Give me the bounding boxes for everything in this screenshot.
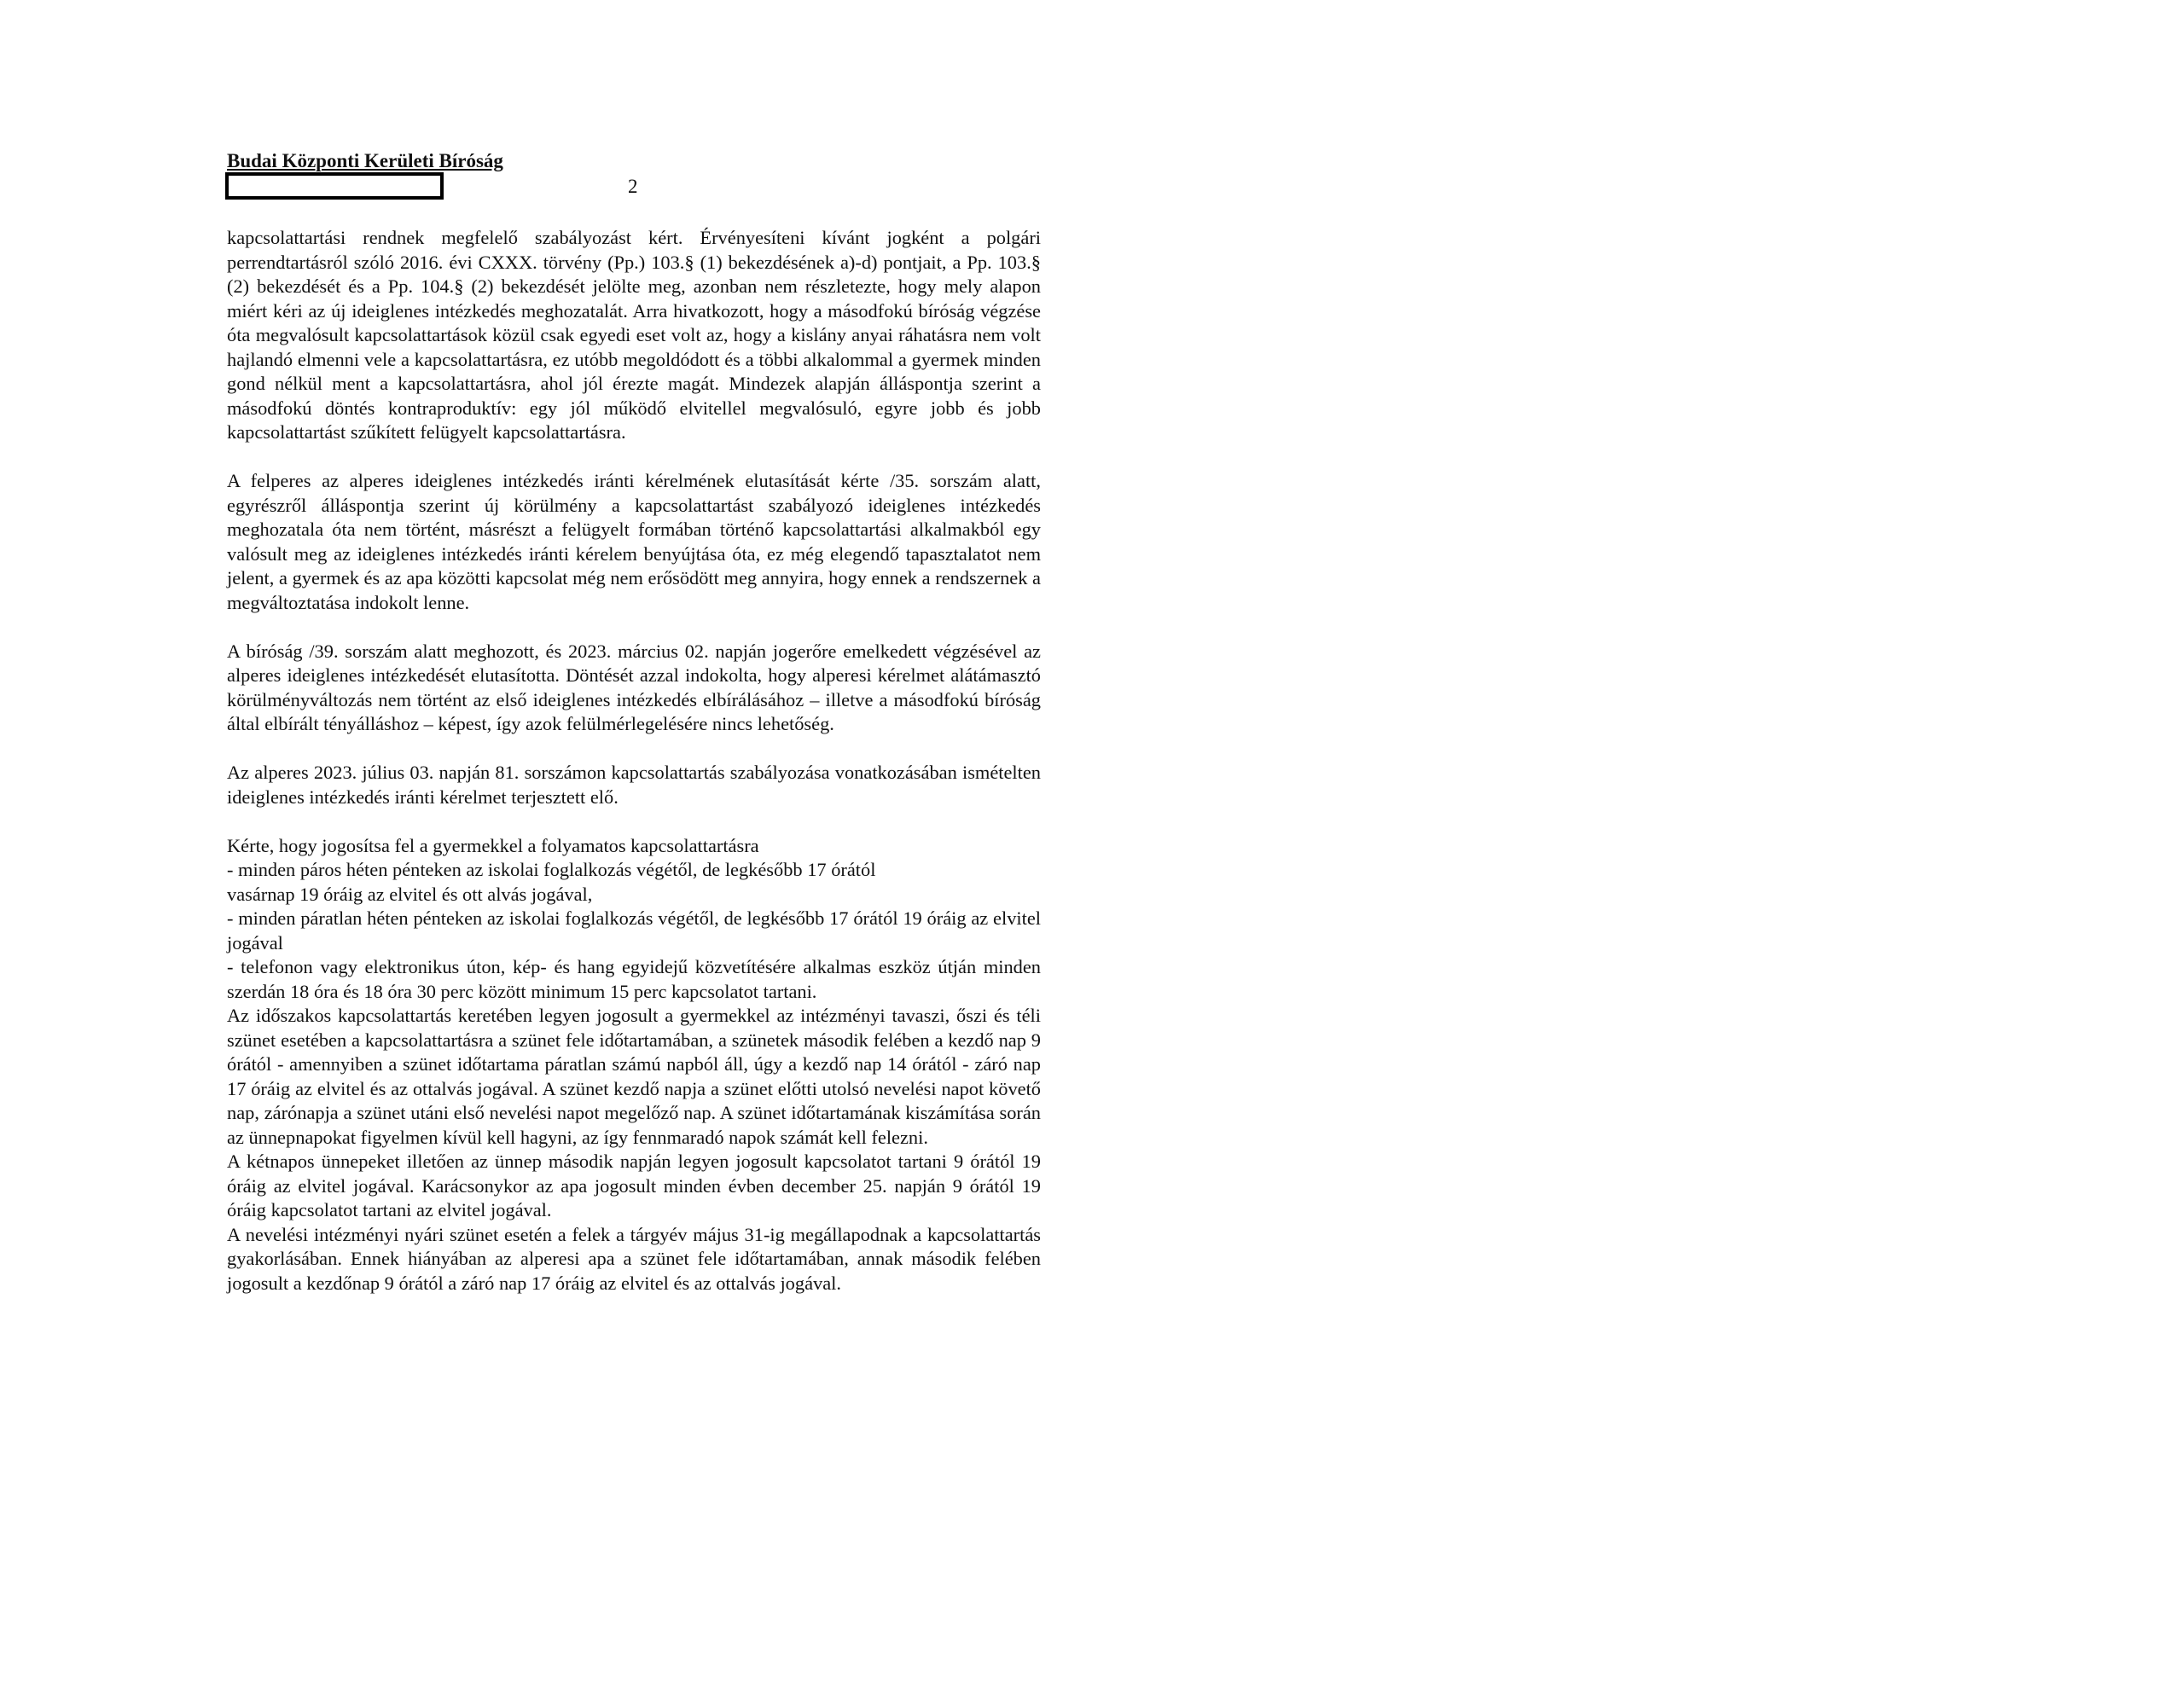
request-item-even-week-line-2: vasárnap 19 óráig az elvitel és ott alvás jogával, <box>227 883 593 905</box>
paragraph-2: A felperes az alperes ideiglenes intézkedés iránti kérelmének elutasítását kérte /35. sorszám alatt, egyrészről álláspontja szerint új körülmény a kapcsolattartást szabályozó ideiglenes intézkedés meghozatala óta nem történt, másrészt a felügyelt formában történő kapcsolattartási alkalmakból egy valósult meg az ideiglenes intézkedés iránti kérelem benyújtása óta, ez még elegendő tapasztalatot nem jelent, a gyermek és az apa közötti kapcsolat még nem erősödött meg annyira, hogy ennek a rendszernek a megváltoztatása indokolt lenne. <box>227 470 1041 613</box>
page-number: 2 <box>628 176 638 197</box>
request-item-holidays: Az időszakos kapcsolattartás keretében legyen jogosult a gyermekkel az intézményi tavaszi, őszi és téli szünet esetében a kapcsolattartásra a szünet fele időtartamában, a szünetek második felében a kezdő nap 9 órától - amennyiben a szünet időtartama páratlan számú napból áll, úgy a kezdő nap 14 órától - záró nap 17 óráig az elvitel és az ottalvás jogával. A szünet kezdő napja a szünet előtti utolsó nevelési napot követő nap, zárónapja a szünet utáni első nevelési napot megelőző nap. A szünet időtartamának kiszámítása során az ünnepnapokat figyelmen kívül kell hagyni, az így fennmaradó napok számát kell felezni. <box>227 1005 1041 1148</box>
request-item-phone-contact: - telefonon vagy elektronikus úton, kép- és hang egyidejű közvetítésére alkalmas eszköz útján minden szerdán 18 óra és 18 óra 30 perc között minimum 15 perc kapcsolatot tartani. <box>227 956 1041 1002</box>
request-item-feast-days: A kétnapos ünnepeket illetően az ünnep második napján legyen jogosult kapcsolatot tartani 9 órától 19 óráig az elvitel jogával. Karácsonykor az apa jogosult minden évben december 25. napján 9 órától 19 óráig kapcsolatot tartani az elvitel jogával. <box>227 1151 1041 1220</box>
request-intro-line: Kérte, hogy jogosítsa fel a gyermekkel a folyamatos kapcsolattartásra <box>227 834 759 856</box>
paragraph-4: Az alperes 2023. július 03. napján 81. sorszámon kapcsolattartás szabályozása vonatkozásában ismételten ideiglenes intézkedés iránti kérelmet terjesztett elő. <box>227 762 1041 808</box>
paragraph-1: kapcsolattartási rendnek megfelelő szabályozást kért. Érvényesíteni kívánt jogként a polgári perrendtartásról szóló 2016. évi CXXX. törvény (Pp.) 103.§ (1) bekezdésének a)-d) pontjait, a Pp. 103.§ (2) bekezdését és a Pp. 104.§ (2) bekezdését jelölte meg, azonban nem részletezte, hogy mely alapon miért kéri az új ideiglenes intézkedés meghozatalát. Arra hivatkozott, hogy a másodfokú bíróság végzése óta megvalósult kapcsolattartások közül csak egyedi eset volt az, hogy a kislány anyai ráhatásra nem volt hajlandó elmenni vele a kapcsolattartásra, ez utóbb megoldódott és a többi alkalommal a gyermek minden gond nélkül ment a kapcsolattartásra, ahol jól érezte magát. Mindezek alapján álláspontja szerint a másodfokú döntés kontraproduktív: egy jól működő elvitellel megvalósuló, egyre jobb és jobb kapcsolattartást szűkített felügyelt kapcsolattartásra. <box>227 227 1041 443</box>
request-block <box>227 834 1041 1296</box>
court-name-heading: Budai Központi Kerületi Bíróság <box>227 150 503 171</box>
paragraph-3: A bíróság /39. sorszám alatt meghozott, és 2023. március 02. napján jogerőre emelkedett végzésével az alperes ideiglenes intézkedését elutasította. Döntését azzal indokolta, hogy alperesi kérelmet alátámasztó körülményváltozás nem történt az első ideiglenes intézkedés elbírálásához – illetve a másodfokú bíróság által elbírált tényálláshoz – képest, így azok felülmérlegelésére nincs lehetőség. <box>227 640 1041 734</box>
request-item-summer-break: A nevelési intézményi nyári szünet esetén a felek a tárgyév május 31-ig megállapodnak a kapcsolattartás gyakorlásában. Ennek hiányában az alperesi apa a szünet fele időtartamában, annak második felében jogosult a kezdőnap 9 órától a záró nap 17 óráig az elvitel és az ottalvás jogával. <box>227 1223 1041 1294</box>
request-item-even-week-line-1: - minden páros héten pénteken az iskolai foglalkozás végétől, de legkésőbb 17 órától <box>227 859 876 880</box>
request-item-odd-week: - minden páratlan héten pénteken az iskolai foglalkozás végétől, de legkésőbb 17 órától 19 óráig az elvitel jogával <box>227 907 1041 954</box>
document-body <box>227 226 1041 1296</box>
redaction-box <box>225 172 444 200</box>
